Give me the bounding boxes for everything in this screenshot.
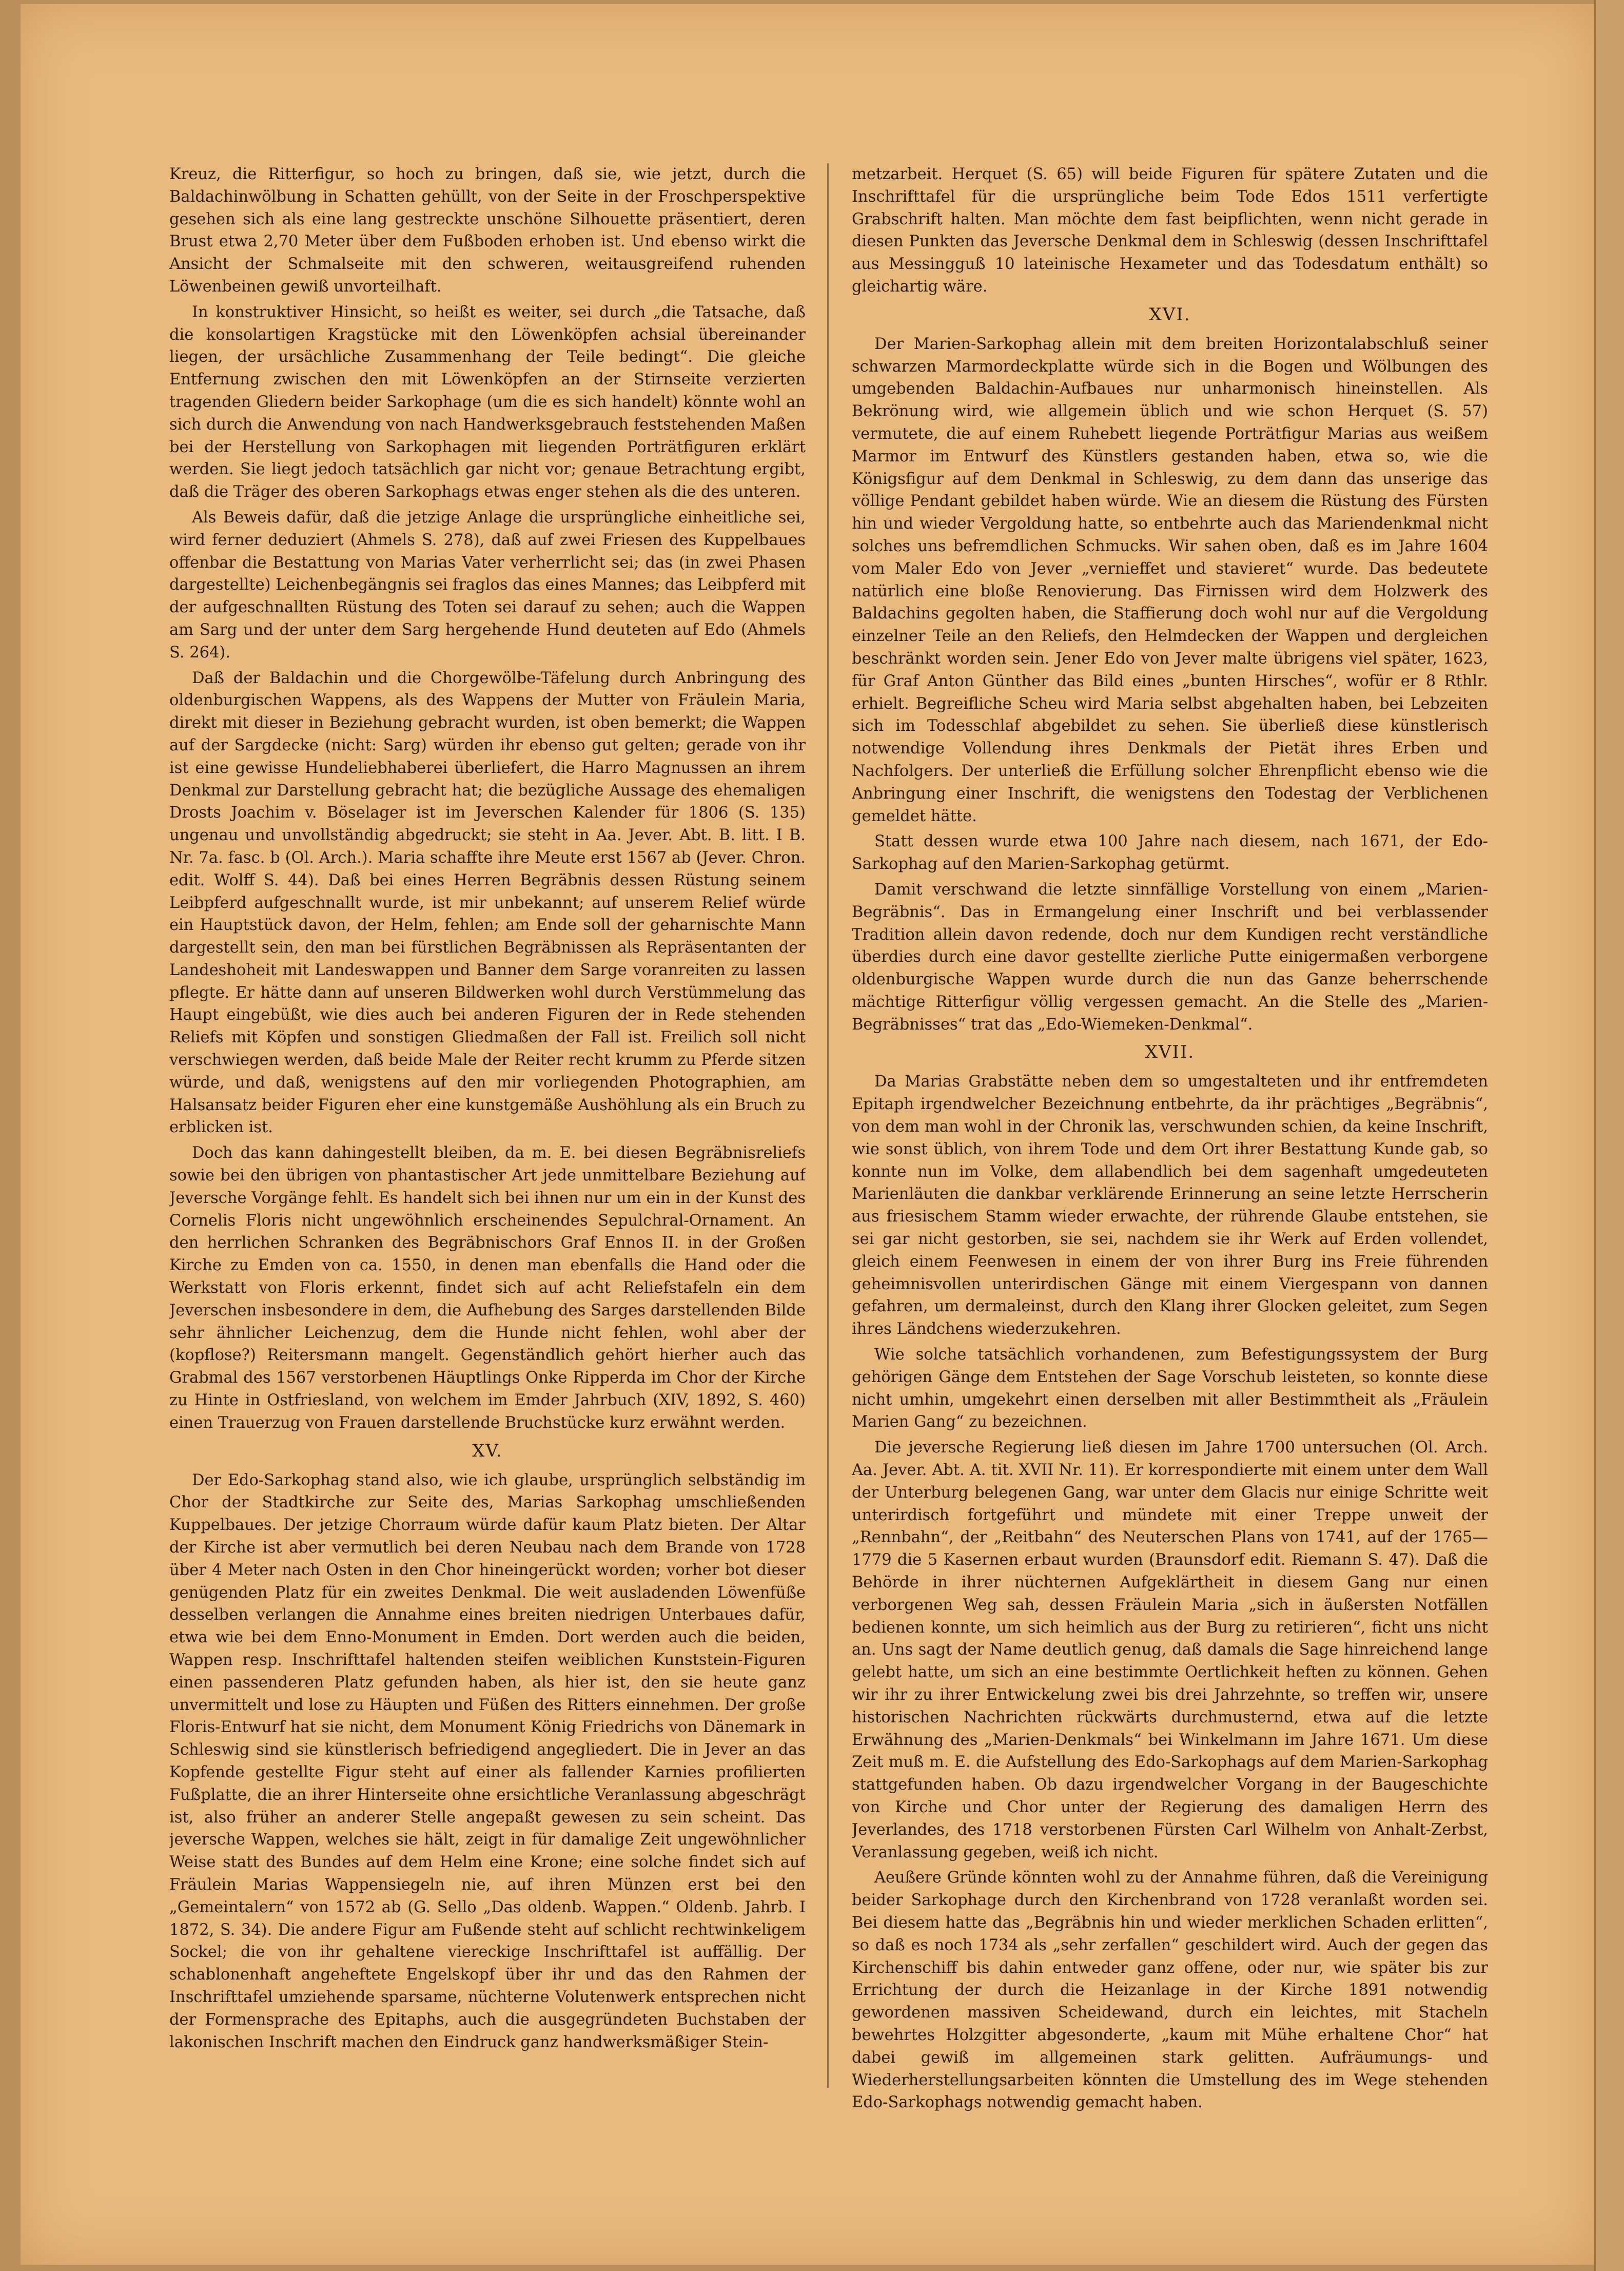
paragraph: metzarbeit. Herquet (S. 65) will beide Figuren für spätere Zutaten und die Inschrifttafel für die ursprüngliche beim Tode Edos 1511 verfertigte Grabschrift halten. Man möchte dem fast beipflichten, wenn nicht gerade in diesen Punkten das Jeversche Denkmal dem in Schleswig (dessen Inschrifttafel aus Messingguß 10 lateinische Hexameter und das Todesdatum enthält) so gleichartig wäre. — [852, 165, 1488, 296]
section-heading-xvii: XVII. — [1145, 1042, 1195, 1063]
paragraph: Die jeversche Regierung ließ diesen im Jahre 1700 untersuchen (Ol. Arch. Aa. Jever. Abt. A. tit. XVII Nr. 11). Er korrespondierte mit einem unter dem Wall der Unterburg belegenen Gang, war unter dem Glacis nur einige Schritte weit unterirdisch fortgeführt und mündete mit einer Treppe unweit der „Rennbahn“, der „Reitbahn“ des Neuterschen Plans von 1741, auf der 1765—1779 die 5 Kasernen erbaut wurden (Braunsdorf edit. Riemann S. 47). Daß die Behörde in ihrer nüchternen Aufgeklärtheit in diesem Gang nur einen verborgenen Weg sah, dessen Fräulein Maria „sich in äußersten Notfällen bedienen konnte, um sich heimlich aus der Burg zu retirieren“, ficht uns nicht an. Uns sagt der Name deutlich genug, daß damals die Sage hinreichend lange gelebt hatte, um sich an eine bestimmte Oertlichkeit heften zu können. Gehen wir ihr zu ihrer Entwickelung zwei bis drei Jahrzehnte, so treffen wir, unsere historischen Nachrichten rückwärts durchmusternd, etwa auf die letzte Erwähnung des „Marien-Denkmals“ bei Winkelmann im Jahre 1671. Um diese Zeit muß m. E. die Aufstellung des Edo-Sarkophags auf dem Marien-Sarkophag stattgefunden haben. Ob dazu irgendwelcher Vorgang in der Baugeschichte von Kirche und Chor unter der Regierung des damaligen Herrn des Jeverlandes, des 1718 verstorbenen Fürsten Carl Wilhelm von Anhalt-Zerbst, Veranlassung gegeben, weiß ich nicht. — [852, 1439, 1488, 1861]
page-body — [169, 163, 1503, 2113]
section-heading-xvi: XVI. — [1149, 304, 1191, 325]
column-rule — [827, 163, 829, 2088]
paragraph: Der Marien-Sarkophag allein mit dem breiten Horizontalabschluß seiner schwarzen Marmordeckplatte würde sich in die Bogen und Wölbungen des umgebenden Baldachin-Aufbaues nur unharmonisch hineinstellen. Als Bekrönung wird, wie allgemein üblich und wie schon Herquet (S. 57) vermutete, die auf einem Ruhebett liegende Porträtfigur Marias aus weißem Marmor im Entwurf des Künstlers gestanden haben, etwa so, wie die Königsfigur auf dem Denkmal in Schleswig, zu dem dann das unserige das völlige Pendant gebildet haben würde. Wie an diesem die Rüstung des Fürsten hin und wieder Vergoldung hatte, so entbehrte auch das Mariendenkmal nicht solches uns befremdlichen Schmucks. Wir sahen oben, daß es im Jahre 1604 vom Maler Edo von Jever „vernieffet und stavieret“ wurde. Das bedeutete natürlich eine bloße Renovierung. Das Firnissen wird dem Holzwerk des Baldachins gegolten haben, die Staffierung doch wohl nur auf die Vergoldung einzelner Teile an den Reliefs, den Helmdecken der Wappen und dergleichen beschränkt worden sein. Jener Edo von Jever malte übrigens viel später, 1623, für Graf Anton Günther das Bild eines „bunten Hirsches“, wofür er 8 Rthlr. erhielt. Begreifliche Scheu wird Maria selbst abgehalten haben, bei Lebzeiten sich im Todesschlaf abgebildet zu sehen. Sie überließ diese künstlerisch notwendige Vollendung ihres Denkmals der Pietät ihres Erben und Nachfolgers. Der unterließ die Erfüllung solcher Ehrenpflicht ebenso wie die Anbringung einer Inschrift, die wenigstens den Todestag der Verblichenen gemeldet hätte. — [852, 335, 1488, 825]
paragraph: Statt dessen wurde etwa 100 Jahre nach diesem, nach 1671, der Edo-Sarkophag auf den Marien-Sarkophag getürmt. — [852, 832, 1488, 874]
paragraph: Aeußere Gründe könnten wohl zu der Annahme führen, daß die Vereinigung beider Sarkophage durch den Kirchenbrand von 1728 veranlaßt worden sei. Bei diesem hatte das „Begräbnis hin und wieder merklichen Schaden erlitten“, so daß es noch 1734 als „sehr zerfallen“ geschildert wird. Auch der gegen das Kirchenschiff bis dahin entweder ganz offene, oder nur, wie später bis zur Errichtung der durch die Heizanlage in der Kirche 1891 notwendig gewordenen massiven Scheidewand, durch ein leichtes, mit Stacheln bewehrtes Holzgitter abgesonderte, „kaum mit Mühe erhaltene Chor“ hat dabei gewiß im allgemeinen stark gelitten. Aufräumungs- und Wiederherstellungsarbeiten könnten die Umstellung des im Wege stehenden Edo-Sarkophags notwendig gemacht haben. — [852, 1869, 1488, 2112]
adjacent-page-edge — [1594, 0, 1624, 2271]
paragraph: Der Edo-Sarkophag stand also, wie ich glaube, ursprünglich selbständig im Chor der Stadtkirche zur Seite des, Marias Sarkophag umschließenden Kuppelbaues. Der jetzige Chorraum würde dafür kaum Platz bieten. Der Altar der Kirche ist aber vermutlich bei deren Neubau nach dem Brande von 1728 über 4 Meter nach Osten in den Chor hineingerückt worden; vorher bot dieser genügenden Platz für ein zweites Denkmal. Die weit ausladenden Löwenfüße desselben verlangen die Annahme eines breiten niedrigen Unterbaues dafür, etwa wie bei dem Enno-Monument in Emden. Dort werden auch die beiden, Wappen resp. Inschrifttafel haltenden steifen weiblichen Kunststein-Figuren einen passenderen Platz gefunden haben, als hier ist, den sie heute ganz unvermittelt und lose zu Häupten und Füßen des Ritters einnehmen. Der große Floris-Entwurf hat sie nicht, dem Monument König Friedrichs von Dänemark in Schleswig sind sie künstlerisch befriedigend angegliedert. Die in Jever an das Kopfende gestellte Figur steht auf einer als fallender Karnies profilierten Fußplatte, die an ihrer Hinterseite ohne ersichtliche Veranlassung abgeschrägt ist, also früher an anderer Stelle angepaßt gewesen zu sein scheint. Das jeversche Wappen, welches sie hält, zeigt in für damalige Zeit ungewöhnlicher Weise statt des Bundes auf dem Helm eine Krone; eine solche findet sich auf Fräulein Marias Wappensiegeln nie, auf ihren Münzen erst bei den „Gemeintalern“ von 1572 ab (G. Sello „Das oldenb. Wappen.“ Oldenb. Jahrb. I 1872, S. 34). Die andere Figur am Fußende steht auf schlicht rechtwinkeligem Sockel; die von ihr gehaltene viereckige Inschrifttafel ist auffällig. Der schablonenhaft angeheftete Engelskopf über ihr und das den Rahmen der Inschrifttafel umziehende sparsame, nüchterne Volutenwerk entsprechen nicht der Formensprache des Epitaphs, auch die ausgegründeten Buchstaben der lakonischen Inschrift machen den Eindruck ganz handwerksmäßiger Stein- — [169, 1471, 806, 2051]
paragraph: In konstruktiver Hinsicht, so heißt es weiter, sei durch „die Tatsache, daß die konsolartigen Kragstücke mit den Löwenköpfen achsial übereinander liegen, der ursächliche Zusammenhang der Teile bedingt“. Die gleiche Entfernung zwischen den mit Löwenköpfen an der Stirnseite verzierten tragenden Gliedern beider Sarkophage (um die es sich handelt) könnte wohl an sich durch die Anwendung von nach Handwerksgebrauch feststehenden Maßen bei der Herstellung von Sarkophagen mit liegenden Porträtfiguren erklärt werden. Sie liegt jedoch tatsächlich gar nicht vor; genaue Betrachtung ergibt, daß die Träger des oberen Sarkophags etwas enger stehen als die des unteren. — [169, 303, 806, 501]
paragraph: Wie solche tatsächlich vorhandenen, zum Befestigungssystem der Burg gehörigen Gänge dem Entstehen der Sage Vorschub leisteten, so konnte diese nicht umhin, umgekehrt einen derselben mit aller Bestimmtheit als „Fräulein Marien Gang“ zu bezeichnen. — [852, 1346, 1488, 1431]
paragraph: Als Beweis dafür, daß die jetzige Anlage die ursprüngliche einheitliche sei, wird ferner deduziert (Ahmels S. 278), daß auf zwei Friesen des Kuppelbaues offenbar die Bestattung von Marias Vater verherrlicht sei; das (in zwei Phasen dargestellte) Leichenbegängnis sei fraglos das eines Mannes; das Leibpferd mit der aufgeschnallten Rüstung des Toten sei darauf zu sehen; auch die Wappen am Sarg und der unter dem Sarg hergehende Hund deuteten auf Edo (Ahmels S. 264). — [169, 508, 806, 662]
paragraph: Daß der Baldachin und die Chorgewölbe-Täfelung durch Anbringung des oldenburgischen Wappens, als des Wappens der Mutter von Fräulein Maria, direkt mit dieser in Beziehung gebracht wurden, ist oben bemerkt; die Wappen auf der Sargdecke (nicht: Sarg) würden ihr ebenso gut gelten; gerade von ihr ist eine gewisse Hundeliebhaberei überliefert, die Harro Magnussen an ihrem Denkmal zur Darstellung gebracht hat; die bezügliche Aussage des ehemaligen Drosts Joachim v. Böselager ist im Jeverschen Kalender für 1806 (S. 135) ungenau und unvollständig abgedruckt; sie steht in Aa. Jever. Abt. B. litt. I B. Nr. 7a. fasc. b (Ol. Arch.). Maria schaffte ihre Meute erst 1567 ab (Jever. Chron. edit. Wolff S. 44). Daß bei eines Herren Begräbnis dessen Rüstung seinem Leibpferd aufgeschnallt wurde, ist mir unbekannt; auf unserem Relief würde ein Hauptstück davon, der Helm, fehlen; am Ende soll der geharnischte Mann dargestellt sein, den man bei fürstlichen Begräbnissen als Repräsentanten der Landeshoheit mit Landeswappen und Banner dem Sarge voranreiten zu lassen pflegte. Er hätte dann auf unseren Bildwerken wohl durch Verstümmelung das Haupt eingebüßt, wie dies auch bei anderen Figuren der in Rede stehenden Reliefs mit Köpfen und sonstigen Gliedmaßen der Fall ist. Freilich soll nicht verschwiegen werden, daß beide Male der Reiter recht krumm zu Pferde sitzen würde, und daß, wenigstens auf den mir vorliegenden Photographien, am Halsansatz beider Figuren eher eine kunstgemäße Aushöhlung als ein Bruch zu erblicken ist. — [169, 669, 806, 1137]
right-column — [852, 163, 1488, 2113]
paragraph: Doch das kann dahingestellt bleiben, da m. E. bei diesen Begräbnisreliefs sowie bei den übrigen von phantastischer Art jede unmittelbare Beziehung auf Jeversche Vorgänge fehlt. Es handelt sich bei ihnen nur um ein in der Kunst des Cornelis Floris nicht ungewöhnlich erscheinendes Sepulchral-Ornament. An den herrlichen Schranken des Begräbnischors Graf Ennos II. in der Großen Kirche zu Emden von ca. 1550, in denen man ebenfalls die Hand oder die Werkstatt von Floris erkennt, findet sich auf acht Reliefstafeln ein dem Jeverschen insbesondere in dem, die Aufhebung des Sarges darstellenden Bilde sehr ähnlicher Leichenzug, dem die Hunde nicht fehlen, wohl aber der (kopflose?) Reitersmann mangelt. Gegenständlich gehört hierher auch das Grabmal des 1567 verstorbenen Häuptlings Onke Ripperda im Chor der Kirche zu Hinte in Ostfriesland, von welchem im Emder Jahrbuch (XIV, 1892, S. 460) einen Trauerzug von Frauen darstellende Bruchstücke kurz erwähnt werden. — [169, 1144, 806, 1432]
paragraph: Damit verschwand die letzte sinnfällige Vorstellung von einem „Marien-Begräbnis“. Das in Ermangelung einer Inschrift und bei verblassender Tradition allein davon redende, doch nur dem Kundigen recht verständliche überdies durch eine davor gestellte zierliche Putte einigermaßen verborgene oldenburgische Wappen wurde durch die nun das Ganze beherrschende mächtige Ritterfigur völlig vergessen gemacht. An die Stelle des „Marien-Begräbnisses“ trat das „Edo-Wiemeken-Denkmal“. — [852, 880, 1488, 1034]
section-heading-xv: XV. — [472, 1440, 503, 1461]
paragraph: Da Marias Grabstätte neben dem so umgestalteten und ihr entfremdeten Epitaph irgendwelcher Bezeichnung entbehrte, da ihr prächtiges „Begräbnis“, von dem man wohl in der Chronik las, verschwunden schien, da keine Inschrift, wie sonst üblich, von ihrem Tode und dem Ort ihrer Bestattung Kunde gab, so konnte nun im Volke, dem allabendlich bei dem sagenhaft umgedeuteten Marienläuten die dankbar verklärende Erinnerung an seine letzte Herrscherin aus friesischem Stamm wieder erwachte, der rührende Glaube entstehen, sie sei gar nicht gestorben, sie sei, nachdem sie ihr Werk auf Erden vollendet, gleich einem Feenwesen in einem der von ihrer Burg ins Freie führenden geheimnisvollen unterirdischen Gänge mit einem Viergespann von dannen gefahren, um dermaleinst, durch den Klang ihrer Glocken geleitet, zum Segen ihres Ländchens wiederzukehren. — [852, 1073, 1488, 1338]
left-column — [169, 163, 806, 2113]
paragraph: Kreuz, die Ritterfigur, so hoch zu bringen, daß sie, wie jetzt, durch die Baldachinwölbung in Schatten gehüllt, von der Seite in der Froschperspektive gesehen sich als eine lang gestreckte unschöne Silhouette präsentiert, deren Brust etwa 2,70 Meter über dem Fußboden erhoben ist. Und ebenso wirkt die Ansicht der Schmalseite mit den schweren, weitausgreifend ruhenden Löwenbeinen gewiß unvorteilhaft. — [169, 165, 806, 296]
